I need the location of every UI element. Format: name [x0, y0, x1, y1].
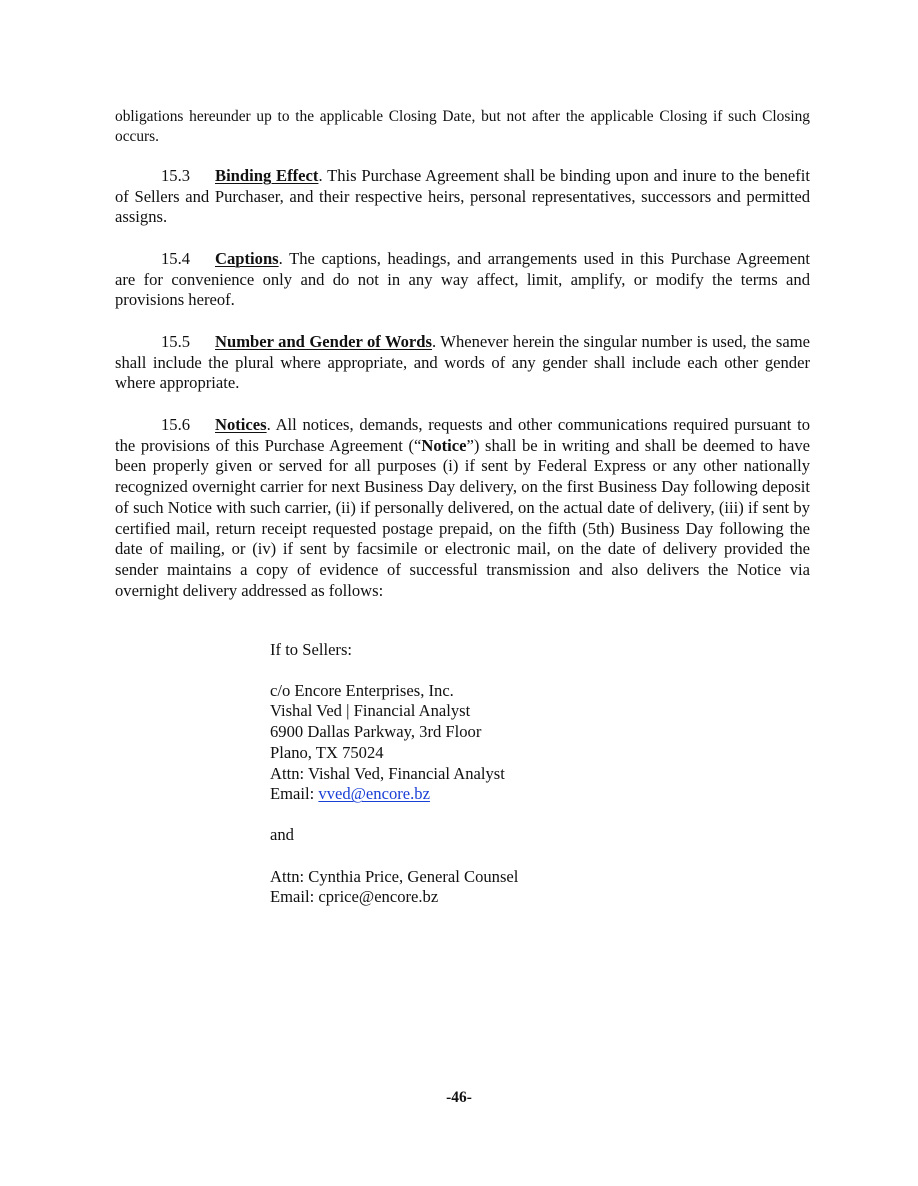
section-heading: Number and Gender of Words: [215, 332, 432, 351]
address-email-1: [270, 784, 690, 805]
address-conjunction: and: [270, 824, 294, 844]
section-number: 15.3: [161, 166, 191, 185]
section-number: 15.4: [161, 249, 191, 268]
section-heading: Captions: [215, 249, 279, 268]
section-number: 15.5: [161, 332, 191, 351]
section-15-6: [115, 415, 810, 601]
section-heading: Binding Effect: [215, 166, 319, 185]
address-company: c/o Encore Enterprises, Inc.: [270, 680, 454, 700]
address-email-2: Email: cprice@encore.bz: [270, 887, 439, 907]
section-body: . Whenever herein the singular number is used, the same shall include the plural where appropriate, and words of any gender shall include each other gender where appropriate.: [115, 332, 810, 393]
address-contact: Vishal Ved | Financial Analyst: [270, 701, 471, 721]
section-number: 15.6: [161, 415, 191, 434]
section-15-4: [115, 249, 810, 311]
email-link[interactable]: vved@encore.bz: [318, 784, 430, 804]
address-attn-2: Attn: Cynthia Price, General Counsel: [270, 866, 519, 886]
section-body: . The captions, headings, and arrangements used in this Purchase Agreement are for convenience only and do not in any way affect, limit, amplify, or modify the terms and provisions hereof.: [115, 249, 810, 310]
section-body: . This Purchase Agreement shall be binding upon and inure to the benefit of Sellers and Purchaser, and their respective heirs, personal representatives, successors and permitted assigns.: [115, 166, 811, 227]
email-label: Email:: [270, 784, 319, 804]
defined-term-notice: Notice: [421, 435, 467, 455]
continuation-paragraph: [115, 107, 810, 147]
address-city: Plano, TX 75024: [270, 742, 384, 762]
address-street: 6900 Dallas Parkway, 3rd Floor: [270, 722, 482, 742]
address-intro: If to Sellers:: [270, 640, 353, 659]
section-heading: Notices: [215, 415, 267, 434]
address-attn-1: Attn: Vishal Ved, Financial Analyst: [270, 763, 505, 783]
section-15-3: [115, 166, 810, 228]
section-body-before: . All notices, demands, requests and other communications required pursuant to the provisions of this Purchase Agreement (“: [115, 415, 810, 455]
page-number: -46-: [446, 1089, 472, 1106]
section-15-5: [115, 332, 810, 394]
section-body-after: ”) shall be in writing and shall be deemed to have been properly given or served for all purposes (i) if sent by Federal Express or any other nationally recognized overnight carrier for next Business Day delivery, on the first Business Day following deposit of such Notice with such carrier, (ii) if personally delivered, on the actual date of delivery, (iii) if sent by certified mail, return receipt requested postage prepaid, on the fifth (5th) Business Day following the date of mailing, or (iv) if sent by facsimile or electronic mail, on the date of delivery provided the sender maintains a copy of evidence of successful transmission and also delivers the Notice via overnight delivery addressed as follows:: [115, 435, 810, 600]
continuation-text: obligations hereunder up to the applicable Closing Date, but not after the applicable Closing if such Closing occurs.: [115, 108, 810, 145]
notice-address-block: [270, 640, 690, 908]
